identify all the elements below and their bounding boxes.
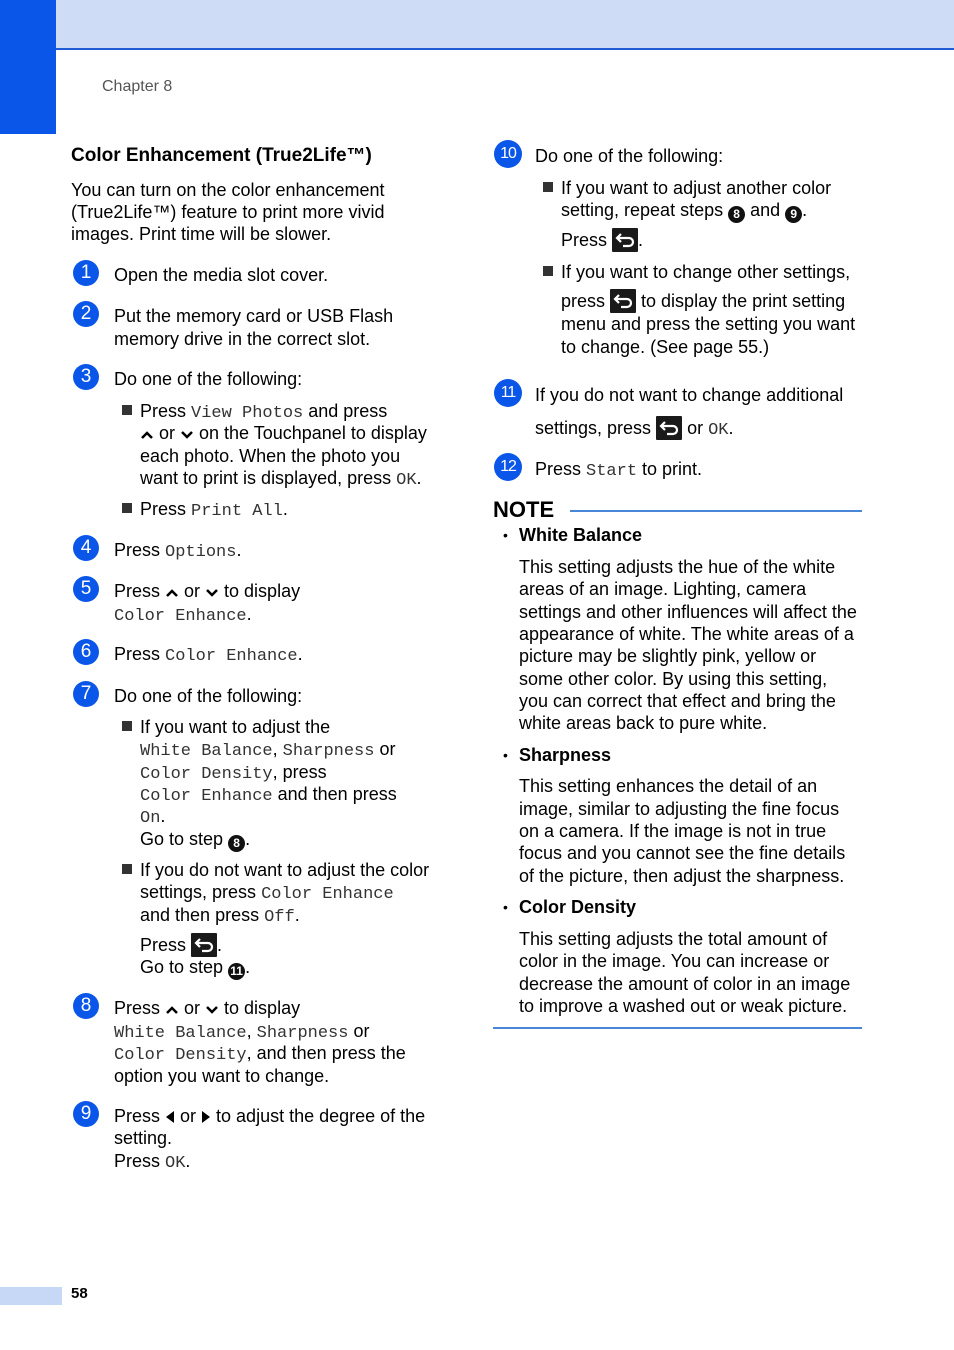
- step-text: Color Density, and then press the: [114, 1043, 406, 1065]
- bullet-line: Press View Photos and press: [140, 401, 388, 423]
- bullet-dot: •: [503, 747, 508, 763]
- bullet-line: to change. (See page 55.): [561, 337, 770, 357]
- step-text: Press OK.: [114, 1151, 191, 1173]
- note-line: of the picture, then adjust the sharpness.: [519, 866, 845, 886]
- page-number-bar: [0, 1287, 62, 1305]
- bullet-line: Press .: [561, 230, 644, 250]
- bullet-line: and then press Off.: [140, 905, 300, 927]
- step-number: 4: [73, 535, 99, 561]
- step-text: Open the media slot cover.: [114, 265, 329, 285]
- step-text: settings, press or OK.: [535, 418, 734, 440]
- step-number: 9: [73, 1101, 99, 1127]
- step-number: 6: [73, 639, 99, 665]
- step-number: 11: [494, 379, 522, 407]
- note-line: picture may be slightly pink, yellow or: [519, 646, 817, 666]
- note-title: NOTE: [493, 497, 555, 522]
- bullet-line: settings, press Color Enhance: [140, 882, 394, 904]
- step-text: Do one of the following:: [535, 146, 724, 166]
- step-number: 12: [494, 453, 522, 481]
- note-line: appearance of white. The white areas of a: [519, 624, 854, 644]
- bullet-line: White Balance, Sharpness or: [140, 739, 396, 761]
- note-line: you can correct that effect and bring the: [519, 691, 836, 711]
- note-line: decrease the amount of color in an image: [519, 974, 851, 994]
- step-text: White Balance, Sharpness or: [114, 1021, 370, 1043]
- note-line: white areas back to pure white.: [519, 713, 768, 733]
- bullet-line: Go to step 11 .: [140, 957, 251, 978]
- step-ref-badge[interactable]: 9: [785, 206, 802, 223]
- bullet-square: [543, 182, 553, 192]
- note-line: color in the image. You can increase or: [519, 951, 830, 971]
- step-text: Do one of the following:: [114, 369, 303, 389]
- note-line: This setting adjusts the hue of the white: [519, 557, 836, 577]
- step-ref-badge[interactable]: 8: [228, 835, 245, 852]
- bullet-line: If you want to change other settings,: [561, 262, 851, 282]
- bullet-dot: •: [503, 899, 508, 915]
- note-line: to improve a washed out or weak picture.: [519, 996, 848, 1016]
- note-line: focus and you cannot see the fine details: [519, 843, 846, 863]
- bullet-line: setting, repeat steps 8 and 9 .: [561, 200, 808, 221]
- chapter-tab: [0, 0, 56, 134]
- header-band: [0, 0, 954, 50]
- bullet-dot: •: [503, 527, 508, 543]
- step-text: Press Start to print.: [535, 459, 703, 481]
- up-chevron-icon: [165, 998, 179, 1020]
- bullet-square: [122, 405, 132, 415]
- bullet-square: [122, 721, 132, 731]
- bullet-square: [122, 503, 132, 513]
- back-arrow-icon: [612, 228, 638, 252]
- step-text: Press Options.: [114, 540, 242, 562]
- bullet-line: Color Density, press: [140, 762, 327, 784]
- step-text: option you want to change.: [114, 1066, 330, 1086]
- bullet-square: [543, 266, 553, 276]
- bullet-line: menu and press the setting you want: [561, 314, 856, 334]
- bullet-line: or on the Touchpanel to display: [140, 422, 427, 445]
- back-arrow-icon: [656, 416, 682, 440]
- bullet-line: If you want to adjust the: [140, 717, 331, 737]
- step-text: Color Enhance.: [114, 604, 252, 626]
- note-line: some other color. By using this setting,: [519, 669, 828, 689]
- bullet-line: Press .: [140, 935, 223, 955]
- down-chevron-icon: [205, 581, 219, 603]
- step-text: Press or to display: [114, 997, 300, 1020]
- step-ref-badge[interactable]: 8: [728, 206, 745, 223]
- bullet-square: [122, 864, 132, 874]
- bullet-line: Color Enhance and then press: [140, 784, 397, 806]
- step-number: 3: [73, 364, 99, 390]
- step-number: 2: [73, 301, 99, 327]
- step-text: memory drive in the correct slot.: [114, 329, 371, 349]
- down-chevron-icon: [180, 423, 194, 445]
- up-chevron-icon: [165, 581, 179, 603]
- step-text: If you do not want to change additional: [535, 385, 844, 405]
- note-divider: [570, 510, 862, 512]
- bullet-line: Go to step 8 .: [140, 829, 251, 850]
- step-number: 8: [73, 993, 99, 1019]
- note-bottom-divider: [493, 1027, 862, 1029]
- section-heading: Color Enhancement (True2Life™): [71, 145, 372, 166]
- note-item-title: Sharpness: [519, 745, 612, 765]
- step-text: Put the memory card or USB Flash: [114, 306, 394, 326]
- bullet-line: want to print is displayed, press OK.: [140, 468, 422, 490]
- bullet-line: each photo. When the photo you: [140, 446, 401, 466]
- step-text: Press Color Enhance.: [114, 644, 303, 666]
- step-text: Press or to display: [114, 580, 300, 603]
- intro-line: images. Print time will be slower.: [71, 224, 332, 244]
- step-ref-badge[interactable]: 11: [228, 963, 245, 980]
- back-arrow-icon: [191, 933, 217, 957]
- up-chevron-icon: [140, 423, 154, 445]
- note-line: This setting enhances the detail of an: [519, 776, 818, 796]
- note-line: image, similar to adjusting the fine focus: [519, 799, 840, 819]
- step-number: 5: [73, 576, 99, 602]
- intro-line: (True2Life™) feature to print more vivid: [71, 202, 385, 222]
- chapter-label: Chapter 8: [102, 78, 173, 95]
- bullet-line: press to display the print setting: [561, 291, 846, 311]
- note-line: on a camera. If the image is not in true: [519, 821, 827, 841]
- page-number: 58: [71, 1285, 88, 1302]
- intro-line: You can turn on the color enhancement: [71, 180, 385, 200]
- bullet-line: Press Print All.: [140, 499, 288, 521]
- note-item-title: Color Density: [519, 897, 637, 917]
- back-arrow-icon: [610, 289, 636, 313]
- note-line: This setting adjusts the total amount of: [519, 929, 828, 949]
- bullet-line: If you want to adjust another color: [561, 178, 832, 198]
- step-number: 10: [494, 140, 522, 168]
- right-triangle-icon: [201, 1106, 211, 1128]
- left-triangle-icon: [165, 1106, 175, 1128]
- step-text: setting.: [114, 1128, 173, 1148]
- step-text: Do one of the following:: [114, 686, 303, 706]
- step-text: Press or to adjust the degree of the: [114, 1105, 425, 1128]
- step-number: 1: [73, 260, 99, 286]
- step-number: 7: [73, 681, 99, 707]
- bullet-line: If you do not want to adjust the color: [140, 860, 430, 880]
- note-line: areas of an image. Lighting, camera: [519, 579, 807, 599]
- bullet-line: On.: [140, 806, 166, 828]
- note-item-title: White Balance: [519, 525, 643, 545]
- note-line: settings and other influences will affect the: [519, 602, 857, 622]
- down-chevron-icon: [205, 998, 219, 1020]
